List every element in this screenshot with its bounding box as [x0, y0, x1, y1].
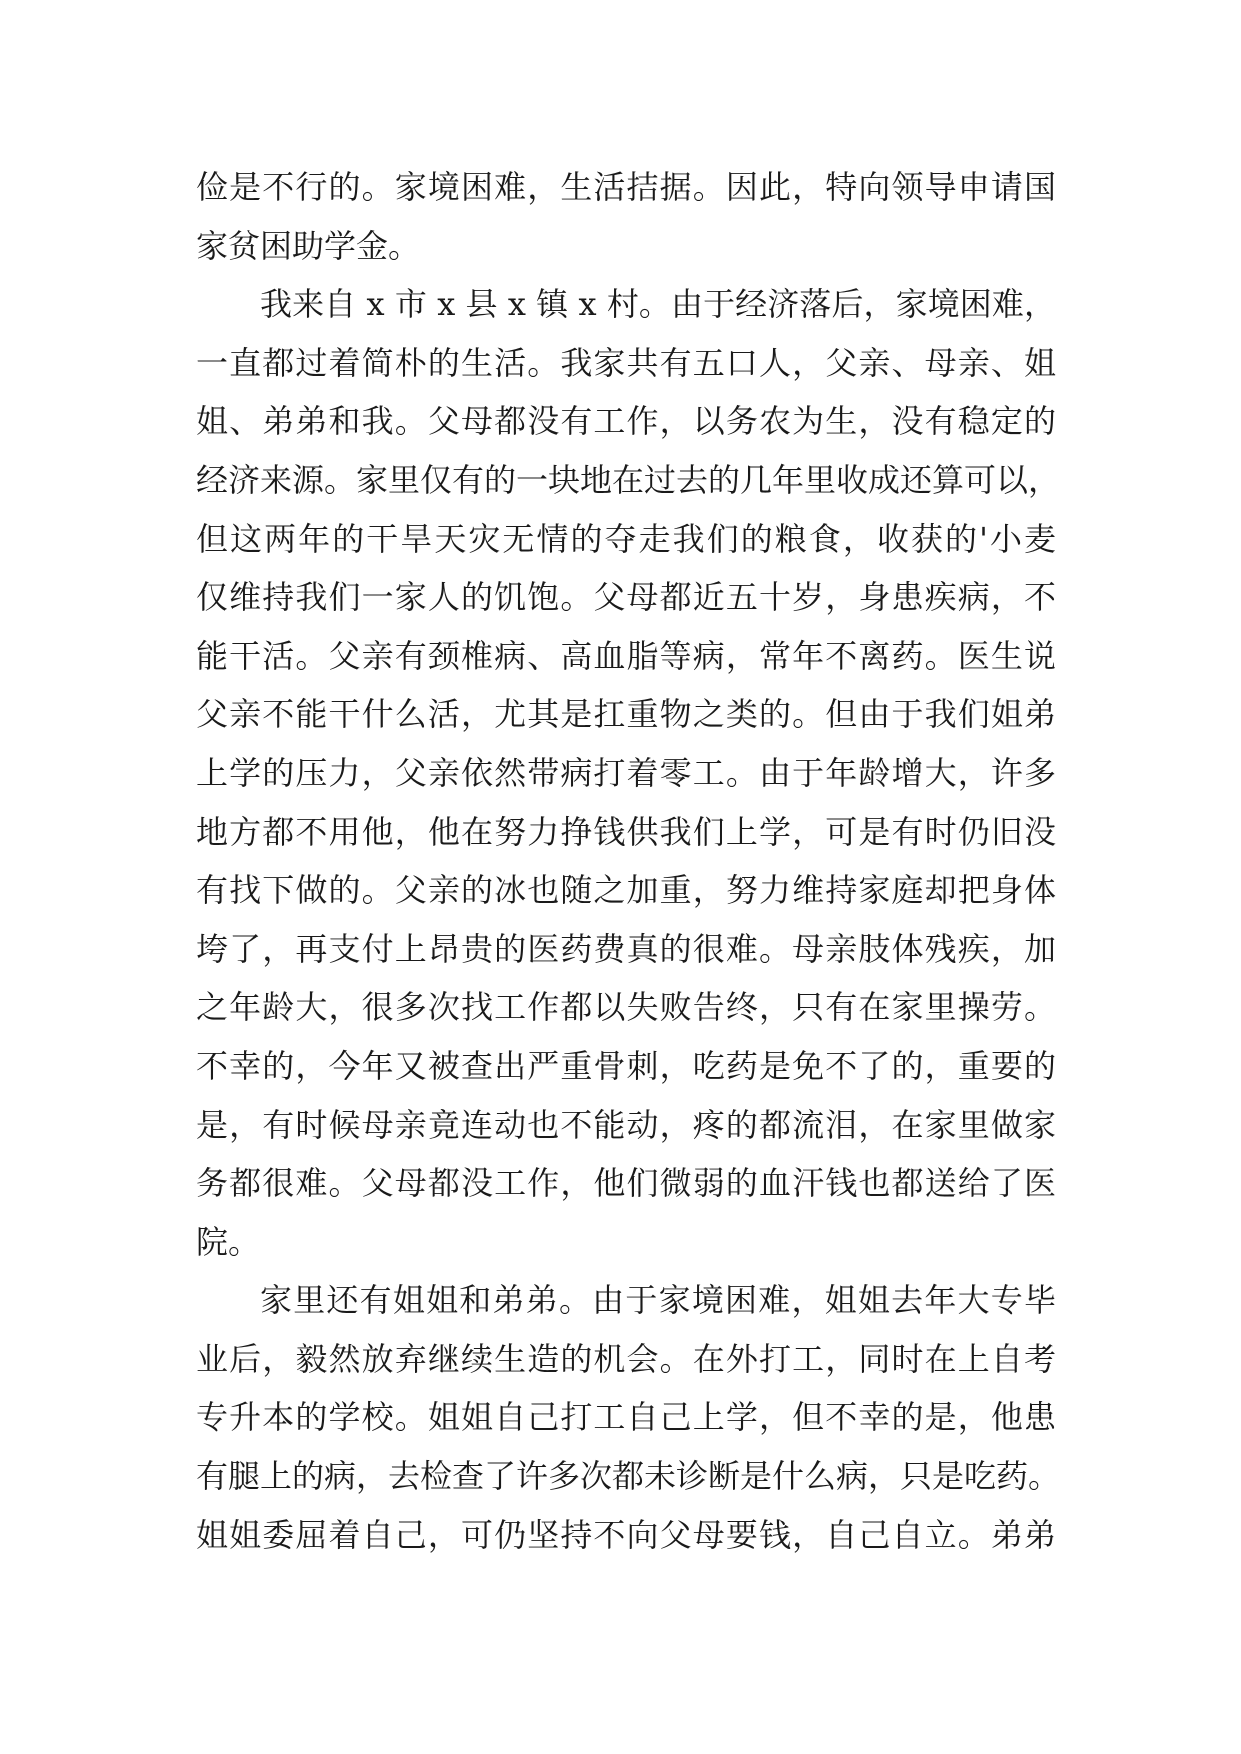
text-line: 姐、弟弟和我。父母都没有工作，以务农为生，没有稳定的: [196, 402, 1056, 441]
document-body: [196, 158, 1061, 1564]
text-line: 家贫困助学金。: [196, 226, 421, 265]
text-line: 一直都过着简朴的生活。我家共有五口人，父亲、母亲、姐: [196, 343, 1056, 382]
text-line: 有找下做的。父亲的冰也随之加重，努力维持家庭却把身体: [196, 871, 1056, 910]
text-line: 仅维持我们一家人的饥饱。父母都近五十岁，身患疾病，不: [196, 578, 1056, 617]
text-line: 能干活。父亲有颈椎病、高血脂等病，常年不离药。医生说: [196, 636, 1056, 675]
text-line: 不幸的，今年又被查出严重骨刺，吃药是免不了的，重要的: [196, 1046, 1056, 1085]
text-line: 专升本的学校。姐姐自己打工自己上学，但不幸的是，他患: [196, 1398, 1056, 1437]
text-line: 上学的压力，父亲依然带病打着零工。由于年龄增大，许多: [196, 753, 1056, 792]
paragraph-1: [196, 158, 1056, 275]
text-line: 有腿上的病，去检查了许多次都未诊断是什么病，只是吃药。: [196, 1457, 1061, 1496]
text-line: 但这两年的干旱天灾无情的夺走我们的粮食，收获的'小麦: [196, 519, 1056, 558]
text-line: 父亲不能干什么活，尤其是扛重物之类的。但由于我们姐弟: [196, 695, 1056, 734]
paragraph-3: [196, 1271, 1061, 1564]
text-line: 业后，毅然放弃继续生造的机会。在外打工，同时在上自考: [196, 1339, 1056, 1378]
text-line: 是，有时候母亲竟连动也不能动，疼的都流泪，在家里做家: [196, 1105, 1056, 1144]
text-line: 我来自 x 市 x 县 x 镇 x 村。由于经济落后，家境困难，: [260, 285, 1056, 324]
text-line: 俭是不行的。家境困难，生活拮据。因此，特向领导申请国: [196, 168, 1056, 206]
text-line: 家里还有姐姐和弟弟。由于家境困难，姐姐去年大专毕: [260, 1281, 1056, 1320]
text-line: 经济来源。家里仅有的一块地在过去的几年里收成还算可以，: [196, 460, 1061, 499]
text-line: 姐姐委屈着自己，可仍坚持不向父母要钱，自己自立。弟弟: [196, 1515, 1056, 1554]
text-line: 垮了，再支付上昂贵的医药费真的很难。母亲肢体残疾，加: [196, 929, 1056, 968]
paragraph-2: [196, 275, 1061, 1271]
text-line: 务都很难。父母都没工作，他们微弱的血汗钱也都送给了医: [196, 1164, 1056, 1203]
text-line: 院。: [196, 1222, 261, 1261]
text-line: 之年龄大，很多次找工作都以失败告终，只有在家里操劳。: [196, 988, 1056, 1027]
text-line: 地方都不用他，他在努力挣钱供我们上学，可是有时仍旧没: [196, 812, 1056, 851]
